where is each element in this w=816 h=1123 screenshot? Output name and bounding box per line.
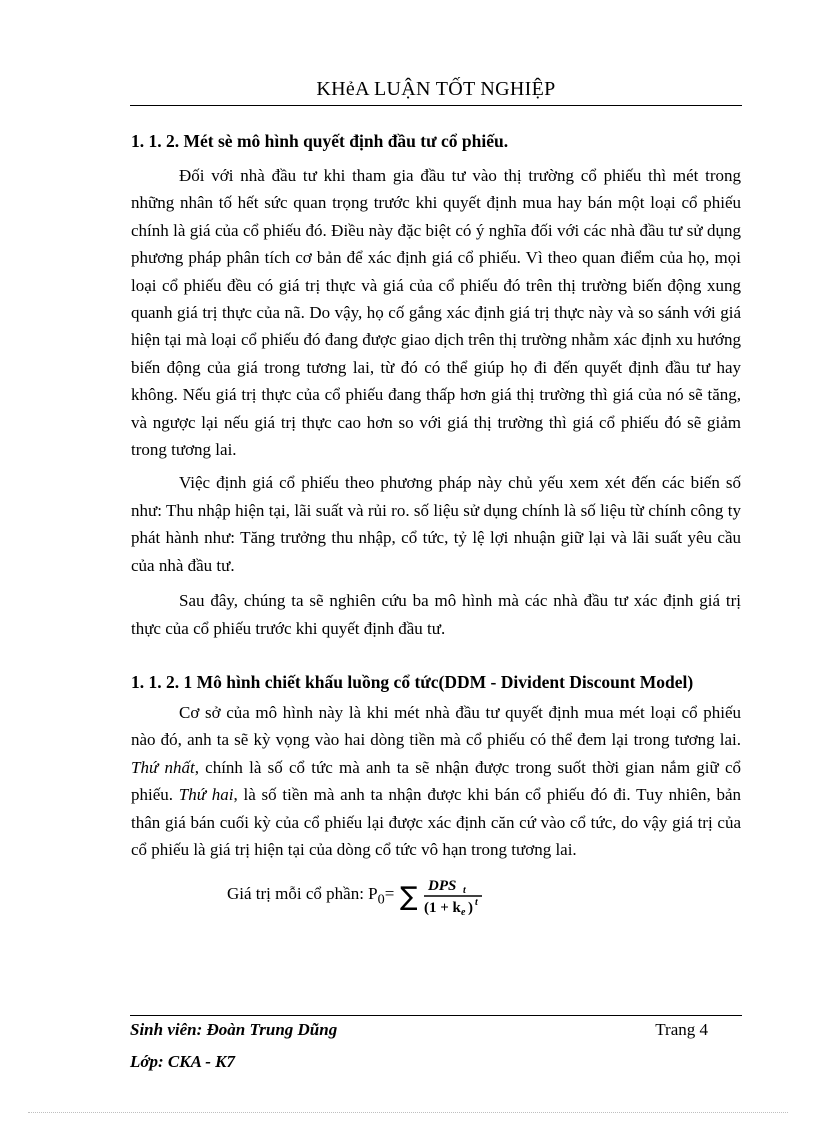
svg-text:t: t <box>475 897 479 909</box>
header-divider <box>130 105 742 106</box>
paragraph: Đối với nhà đầu tư khi tham gia đầu tư vào thị trường cổ phiếu thì mét trong những nhân tố hết sức quan trọng trước khi quyết định mua hay bán một loại cổ phiếu chính là giá của cổ phiếu đó. Điều này đặc biệt có ý nghĩa đối với các nhà đầu tư sử dụng phương pháp phân tích cơ bản để xác định giá cổ phiếu. Vì theo quan điểm của họ, mọi loại cổ phiếu đều có giá trị thực và giá của cổ phiếu đó trên thị trường biến động xung quanh giá trị thực của nã. Do vậy, họ cố gắng xác định giá trị thực này và so sánh với giá hiện tại mà loại cổ phiếu đó đang được giao dịch trên thị trường nhằm xác định xu hướng biến động của giá trong tương lai, từ đó có thể giúp họ đi đến quyết định đầu tư hay không. Nếu giá trị thực của cổ phiếu đang thấp hơn giá thị trường thì giá của nó sẽ tăng, và ngược lại nếu giá trị thực cao hơn so với giá thị trường thì giá cổ phiếu đó sẽ giảm trong tương lai. <box>131 166 741 460</box>
class-name: Lớp: CKA - K7 <box>130 1052 235 1071</box>
share-value-formula <box>131 873 741 919</box>
paragraph: Sau đây, chúng ta sẽ nghiên cứu ba mô hình mà các nhà đầu tư xác định giá trị thực của cổ phiếu trước khi quyết định đầu tư. <box>131 591 741 638</box>
dividend-discount-formula <box>398 873 488 919</box>
page-header-title: KHẻA LUẬN TỐT NGHIỆP <box>316 78 556 100</box>
svg-text:(1 + k: (1 + k <box>424 900 462 917</box>
subsection-heading: 1. 1. 2. 1 Mô hình chiết khấu luồng cổ tức(DDM - Divident Discount Model) <box>131 671 694 692</box>
svg-text:e: e <box>461 907 466 919</box>
paragraph: Cơ sở của mô hình này là khi mét nhà đầu tư quyết định mua mét loại cổ phiếu nào đó, anh ta sẽ kỳ vọng vào hai dòng tiền mà cổ phiếu có thể đem lại trong tương lai. Thứ nhất, chính là số cổ tức mà anh ta sẽ nhận được trong suốt thời gian nắm giữ cổ phiếu. Thứ hai, là số tiền mà anh ta nhận được khi bán cổ phiếu đó đi. Tuy nhiên, bản thân giá bán cuối kỳ của cổ phiếu lại được xác định căn cứ vào cổ tức, do vậy giá trị của cổ phiếu là giá trị hiện tại của dòng cổ tức vô hạn trong tương lai. <box>131 702 741 859</box>
section-heading: 1. 1. 2. Mét sè mô hình quyết định đầu tư cổ phiếu. <box>131 131 509 151</box>
page-number: Trang 4 <box>655 1020 708 1039</box>
svg-text:): ) <box>468 900 474 917</box>
formula-label: Giá trị mỗi cổ phần: $P_0=$ <box>227 883 395 908</box>
student-name: Sinh viên: Đoàn Trung Dũng <box>130 1020 338 1039</box>
page-content <box>131 128 741 919</box>
paragraph: Việc định giá cổ phiếu theo phương pháp này chủ yếu xem xét đến các biến số như: Thu nhập hiện tại, lãi suất và rủi ro. số liệu sử dụng chính là số liệu từ chính công ty phát hành như: Tăng trưởng thu nhập, cổ tức, tỷ lệ lợi nhuận giữ lại và lãi suất yêu cầu của nhà đầu tư. <box>131 473 741 575</box>
svg-text:∑: ∑ <box>400 882 418 913</box>
footer-divider <box>130 1015 742 1016</box>
page-edge-dotted-line <box>28 1112 788 1113</box>
svg-text:DPS: DPS <box>428 878 457 895</box>
svg-text:t: t <box>463 885 467 897</box>
